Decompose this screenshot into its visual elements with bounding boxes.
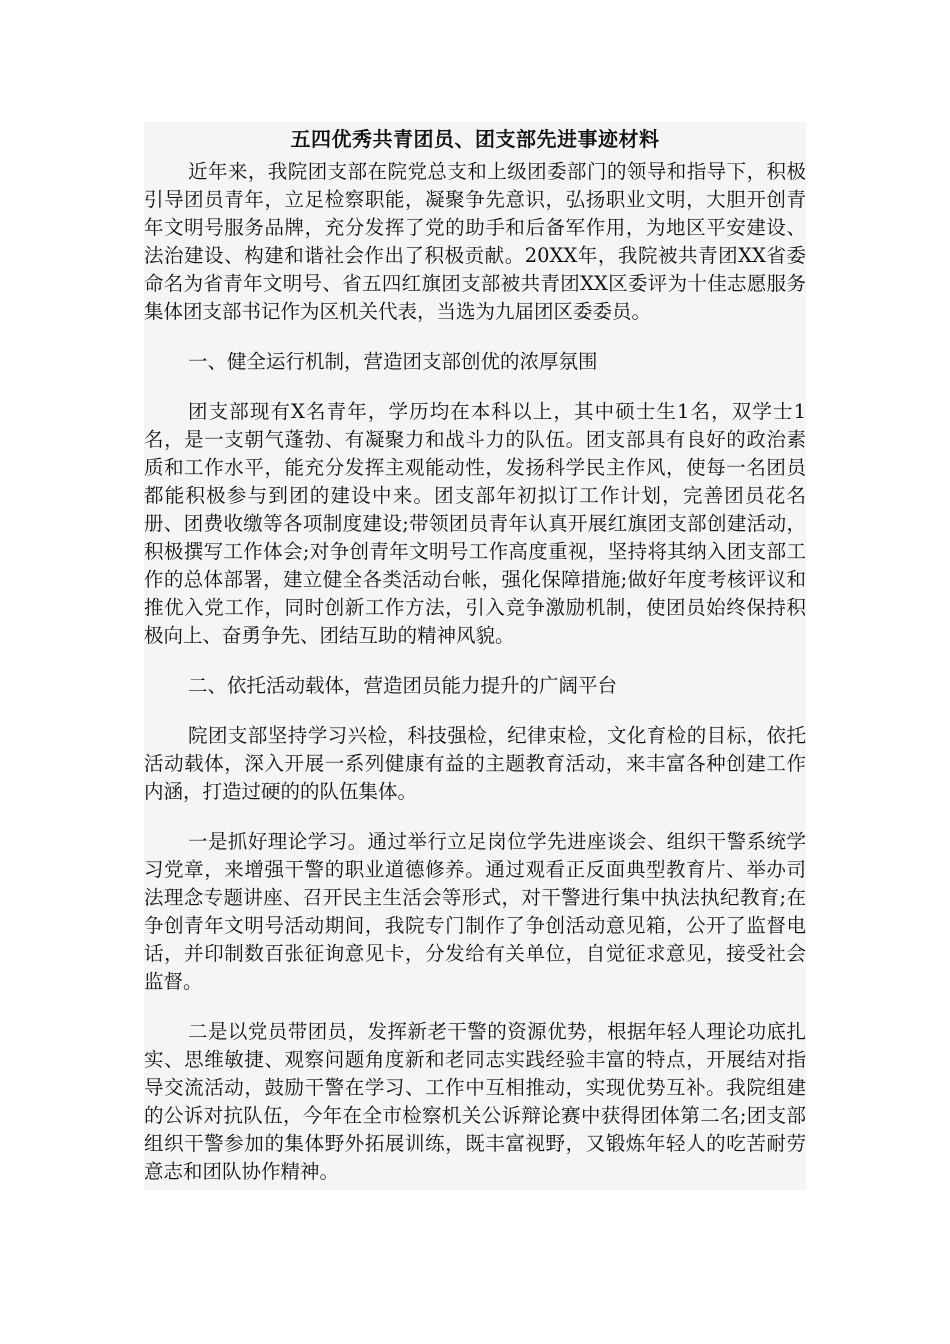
section-2-paragraph: 院团支部坚持学习兴检，科技强检，纪律束检，文化育检的目标，依托活动载体，深入开展一系列健康有益的主题教育活动，来丰富各种创建工作内涵，打造过硬的的队伍集体。 [144, 724, 806, 803]
section-2-point-2: 二是以党员带团员，发挥新老干警的资源优势，根据年轻人理论功底扎实、思维敏捷、观察问题角度新和老同志实践经验丰富的特点，开展结对指导交流活动，鼓励干警在学习、工作中互相推动，实现优势互补。我院组建的公诉对抗队伍，今年在全市检察机关公诉辩论赛中获得团体第二名;团支部组织干警参加的集体野外拓展训练，既丰富视野，又锻炼年轻人的吃苦耐劳意志和团队协作精神。 [144, 1020, 806, 1183]
section-heading-2: 二、依托活动载体，营造团员能力提升的广阔平台 [188, 674, 618, 697]
section-heading-1: 一、健全运行机制，营造团支部创优的浓厚氛围 [188, 350, 598, 373]
section-1-paragraph: 团支部现有X名青年，学历均在本科以上，其中硕士生1名，双学士1名，是一支朝气蓬勃、有凝聚力和战斗力的队伍。团支部具有良好的政治素质和工作水平，能充分发挥主观能动性，发扬科学民主作风，使每一名团员都能积极参与到团的建设中来。团支部年初拟订工作计划，完善团员花名册、团费收缴等各项制度建设;带领团员青年认真开展红旗团支部创建活动，积极撰写工作体会;对争创青年文明号工作高度重视，坚持将其纳入团支部工作的总体部署，建立健全各类活动台帐，强化保障措施;做好年度考核评议和推优入党工作，同时创新工作方法，引入竞争激励机制，使团员始终保持积极向上、奋勇争先、团结互助的精神风貌。 [144, 400, 806, 647]
document-title: 五四优秀共青团员、团支部先进事迹材料 [290, 127, 660, 151]
intro-paragraph: 近年来，我院团支部在院党总支和上级团委部门的领导和指导下，积极引导团员青年，立足检察职能，凝聚争先意识，弘扬职业文明，大胆开创青年文明号服务品牌，充分发挥了党的助手和后备军作用，为地区平安建设、法治建设、构建和谐社会作出了积极贡献。20XX年，我院被共青团XX省委命名为省青年文明号、省五四红旗团支部被共青团XX区委评为十佳志愿服务集体团支部书记作为区机关代表，当选为九届团区委委员。 [144, 160, 806, 323]
section-2-point-1: 一是抓好理论学习。通过举行立足岗位学先进座谈会、组织干警系统学习党章，来增强干警的职业道德修养。通过观看正反面典型教育片、举办司法理念专题讲座、召开民主生活会等形式，对干警进行集中执法执纪教育;在争创青年文明号活动期间，我院专门制作了争创活动意见箱，公开了监督电话，并印制数百张征询意见卡，分发给有关单位，自觉征求意见，接受社会监督。 [144, 830, 806, 993]
document-body [144, 122, 806, 1190]
